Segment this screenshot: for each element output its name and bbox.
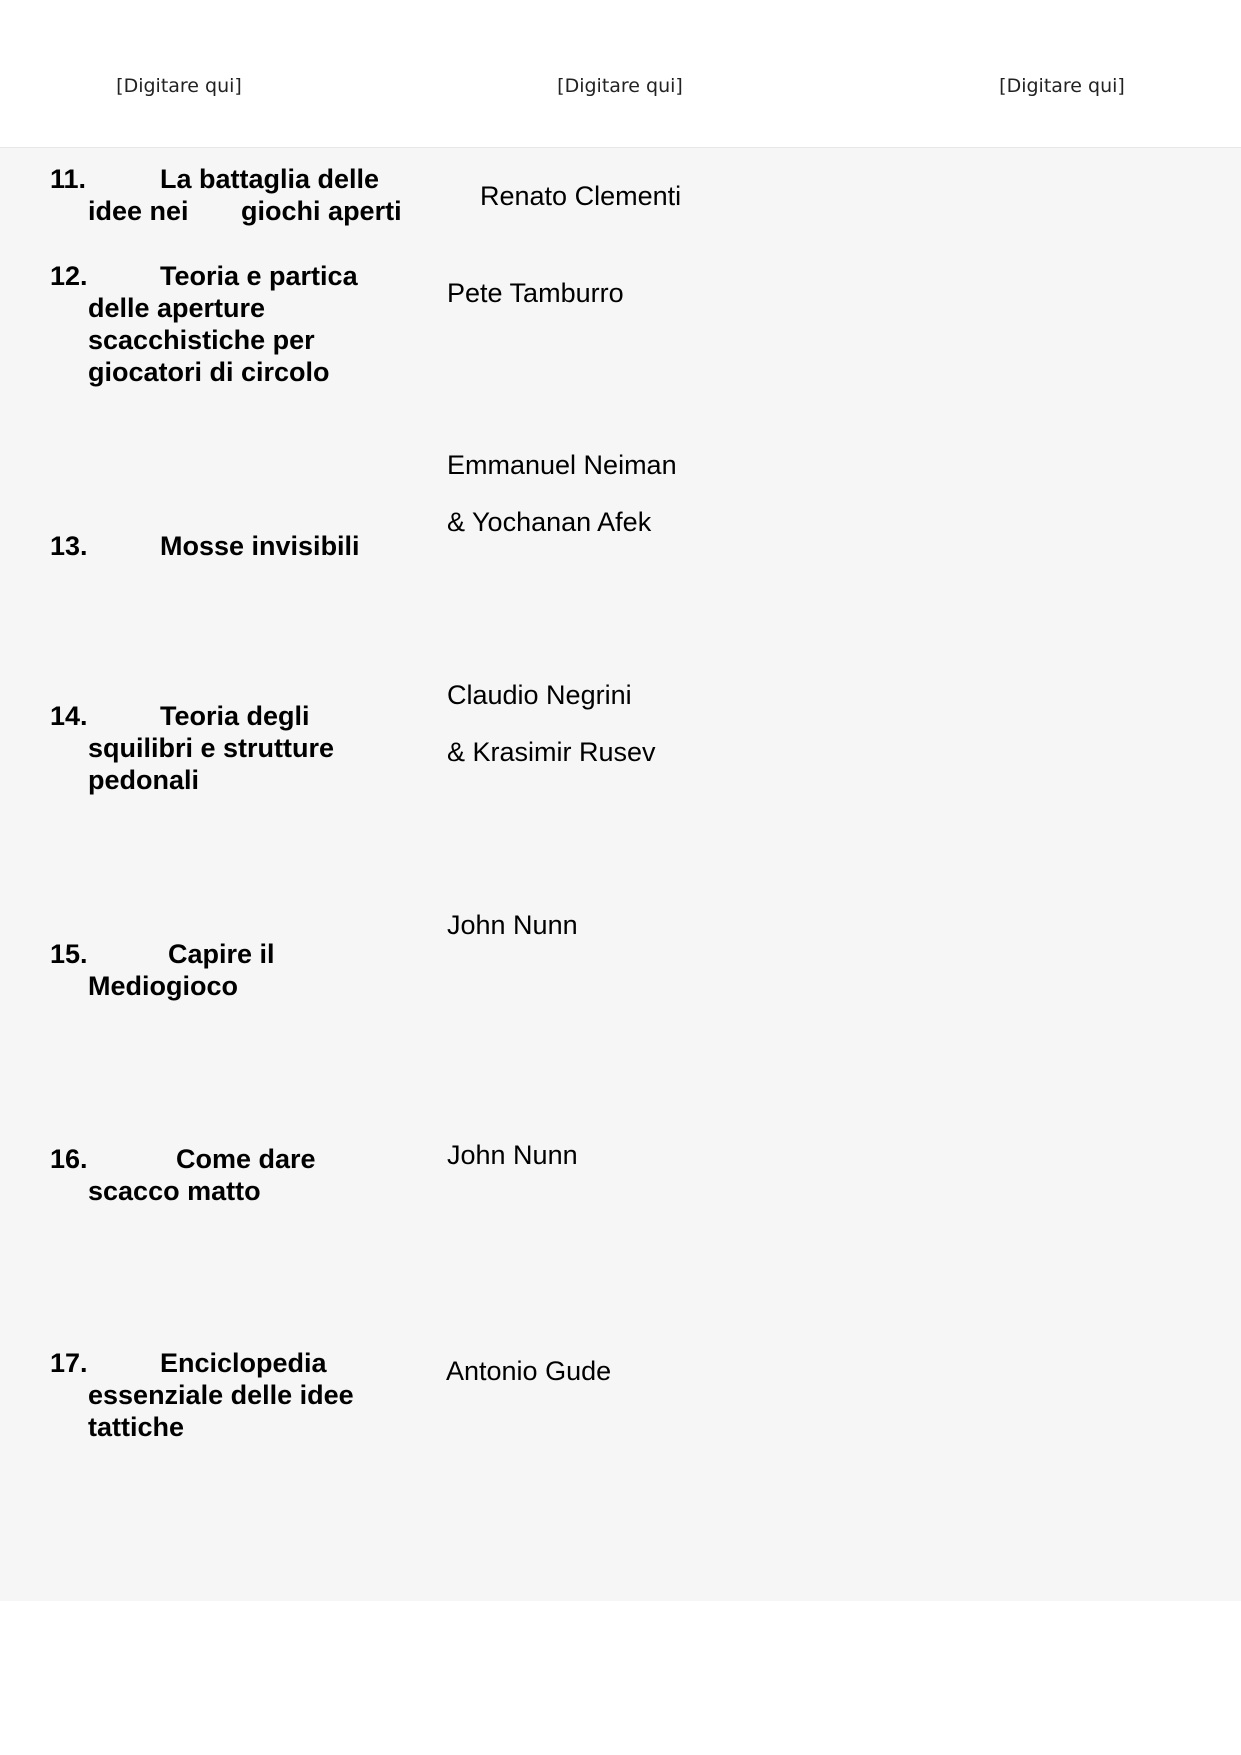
book-title-14 — [50, 700, 430, 796]
title-rest: idee nei giochi aperti — [88, 196, 402, 226]
entry-number: 16. — [50, 1144, 88, 1174]
page-bottom-margin — [0, 1601, 1241, 1755]
book-title-12 — [50, 260, 430, 388]
title-first-line: Come dare — [176, 1144, 316, 1174]
title-first-line: Capire il — [168, 939, 275, 969]
author-15: John Nunn — [447, 910, 578, 940]
title-rest: delle aperture scacchistiche per giocatori di circolo — [88, 293, 330, 387]
header-center-placeholder[interactable]: [Digitare qui] — [557, 75, 683, 97]
title-rest: scacco matto — [88, 1176, 261, 1206]
header-right-placeholder[interactable]: [Digitare qui] — [999, 75, 1125, 97]
entry-number: 14. — [50, 701, 88, 731]
author-17: Antonio Gude — [446, 1356, 612, 1386]
book-title-15 — [50, 938, 430, 1002]
book-title-13 — [50, 530, 430, 562]
title-first-line: Mosse invisibili — [160, 531, 360, 561]
entry-number: 17. — [50, 1348, 88, 1378]
book-title-11 — [50, 163, 430, 227]
book-title-17 — [50, 1347, 430, 1443]
title-first-line: Teoria e partica — [160, 261, 358, 291]
author-12: Pete Tamburro — [447, 278, 624, 308]
author-13-second: & Yochanan Afek — [447, 507, 652, 537]
title-first-line: La battaglia delle — [160, 164, 380, 194]
entry-number: 15. — [50, 939, 88, 969]
author-16: John Nunn — [447, 1140, 578, 1170]
title-first-line: Teoria degli — [160, 701, 310, 731]
book-title-16 — [50, 1143, 430, 1207]
title-rest: essenziale delle idee tattiche — [88, 1380, 354, 1442]
entry-number: 12. — [50, 261, 88, 291]
header-left-placeholder[interactable]: [Digitare qui] — [116, 75, 242, 97]
page-header — [0, 0, 1241, 148]
entry-number: 13. — [50, 531, 88, 561]
title-rest: Mediogioco — [88, 971, 238, 1001]
title-rest: squilibri e strutture pedonali — [88, 733, 335, 795]
author-13-first: Emmanuel Neiman — [447, 450, 677, 480]
author-14-first: Claudio Negrini — [447, 680, 632, 710]
author-11: Renato Clementi — [480, 181, 682, 211]
title-first-line: Enciclopedia — [160, 1348, 327, 1378]
author-14-second: & Krasimir Rusev — [447, 737, 656, 767]
entry-number: 11. — [50, 164, 87, 194]
